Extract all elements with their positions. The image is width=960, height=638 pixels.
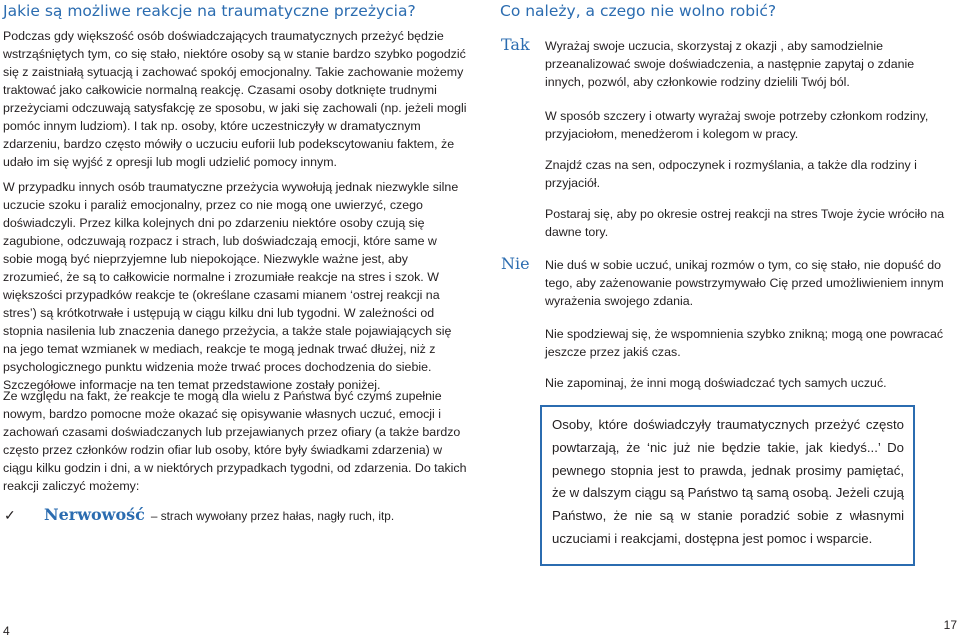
no-item: Nie spodziewaj się, że wspomnienia szybko znikną; mogą one powracać jeszcze przez jakiś czas.	[545, 327, 944, 359]
yes-item: W sposób szczery i otwarty wyrażaj swoje potrzeby członkom rodziny, przyjaciołom, menedżerom i kolegom w pracy.	[545, 109, 929, 141]
yes-item: Postaraj się, aby po okresie ostrej reakcji na stres Twoje życie wróciło na dawne tory.	[545, 207, 945, 239]
no-item: Nie duś w sobie uczuć, unikaj rozmów o tym, co się stało, nie dopuść do tego, aby zażenowanie powstrzymywało Cię przed umożliwieniem innym wyrażenia swojego zdania.	[545, 258, 944, 308]
yes-item: Wyrażaj swoje uczucia, skorzystaj z okazji , aby samodzielnie przeanalizować swoje doświadczenia, a następnie zapytaj o zdanie innych, pozwól, aby członkowie rodziny dzielili Twój ból.	[545, 39, 915, 89]
left-column	[3, 0, 468, 524]
reactions-paragraph: Ze względu na fakt, że reakcje te mogą dla wielu z Państwa być czymś zupełnie nowym, bardzo pomocne może okazać się opisywanie własnych uczuć, emocji i zachowań czasami doświadczanych lub przejawianych przez ofiary (a także bardzo często przez członków rodzin ofiar lub osoby, które były świadkami zdarzenia) w ciągu kilku godzin i dni, a w niektórych przypadkach tygodni, od zdarzenia. Do takich reakcji zaliczyć możemy:	[3, 389, 467, 493]
page-number-left: 4	[3, 624, 10, 638]
no-label: Nie	[501, 254, 530, 273]
page-number-right: 17	[943, 618, 957, 632]
reaction-list-item	[4, 505, 394, 524]
no-item: Nie zapominaj, że inni mogą doświadczać tych samych uczuć.	[545, 376, 887, 390]
yes-label: Tak	[501, 35, 530, 54]
callout-text: Osoby, które doświadczyły traumatycznych przeżyć często powtarzają, że ‘nic już nie będzie takie, jak kiedyś...’ Do pewnego stopnia jest to prawda, jednak prosimy pamiętać, że w dalszym ciągu są Państwo tą samą osobą. Jeżeli czują Państwo, że nie są w stanie poradzić sobie z własnymi uczuciami i reakcjami, dostępna jest pomoc i wsparcie.	[552, 417, 904, 546]
reaction-term: Nerwowość	[44, 505, 145, 524]
callout-box	[540, 405, 915, 566]
yes-item: Znajdź czas na sen, odpoczynek i rozmyślania, a także dla rodziny i przyjaciół.	[545, 158, 917, 190]
right-heading: Co należy, a czego nie wolno robić?	[500, 2, 777, 20]
shock-paragraph: W przypadku innych osób traumatyczne przeżycia wywołują jednak niezwykle silne uczucie szoku i paraliż emocjonalny, przez co nie mogą one uwierzyć, czego doświadczyli. Przez kilka kolejnych dni po zdarzeniu niektóre osoby czują się zagubione, odczuwają rozpacz i strach, lub doświadczają emocji, które same w sobie mogą być nieprzyjemne lub niepokojące. Niezwykle ważne jest, aby zrozumieć, że są to całkowicie normalne i zrozumiałe reakcje na stres i szok. W większości przypadków reakcje te (określane czasami mianem ‘ostrej reakcji na stres’) są krótkotrwałe i ustępują w ciągu kilku dni lub tygodni. W zależności od stopnia nasilenia lub znaczenia danego przeżycia, a także stale pojawiających się na jego temat wzmianek w mediach, reakcje te mogą jednak trwać dłużej, niż z psychologicznego punktu widzenia może trwać proces dochodzenia do siebie. Szczegółowe informacje na ten temat przedstawione zostały poniżej.	[3, 180, 459, 392]
checkmark-icon: ✓	[4, 507, 16, 523]
left-heading: Jakie są możliwe reakcje na traumatyczne przeżycia?	[3, 2, 416, 20]
intro-paragraph: Podczas gdy większość osób doświadczających traumatycznych przeżyć będzie wstrząśniętych tym, co się stało, niektóre osoby są w stanie bardzo szybko pogodzić się z zaistniałą sytuacją i zachować spokój emocjonalny. Takie zachowanie możemy traktować jako całkowicie normalną reakcję. Czasami osoby dotknięte trudnymi przeżyciami odczuwają satysfakcję ze sposobu, w jaki się zachowali (np. jeżeli mogli pomóc innym ludziom). I tak np. osoby, które uczestniczyły w dramatycznym zdarzeniu, bardzo często mówiły o uczuciu euforii lub podekscytowaniu faktem, że udało im się wyjść z opresji lub mogli udzielić pomocy innym.	[3, 29, 467, 169]
reaction-description: – strach wywołany przez hałas, nagły ruch, itp.	[150, 509, 395, 523]
